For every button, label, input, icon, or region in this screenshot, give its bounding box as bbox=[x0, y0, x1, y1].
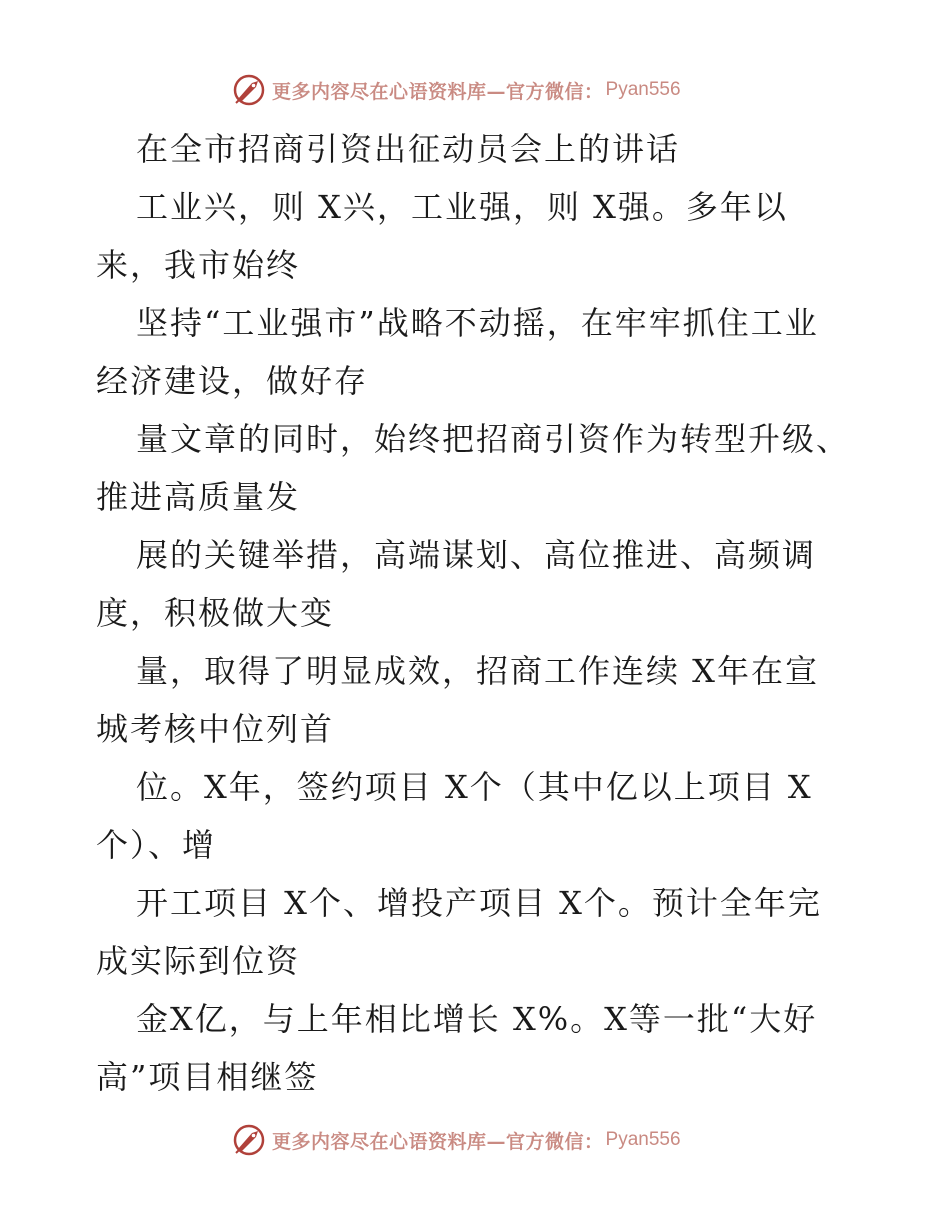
paragraph-line: 金X亿，与上年相比增长 X%。X等一批“大好 bbox=[136, 1000, 818, 1038]
paragraph-line: 来，我市始终 bbox=[96, 246, 301, 284]
footer-banner bbox=[232, 1122, 681, 1158]
paragraph-line: 度，积极做大变 bbox=[96, 594, 335, 632]
paragraph-line: 推进高质量发 bbox=[96, 478, 301, 516]
document-title: 在全市招商引资出征动员会上的讲话 bbox=[136, 130, 681, 168]
paragraph-line: 经济建设，做好存 bbox=[96, 362, 369, 400]
wechat-id: Pyan556 bbox=[605, 79, 681, 100]
pen-nib-logo-icon bbox=[232, 1123, 266, 1157]
paragraph-line: 成实际到位资 bbox=[96, 942, 301, 980]
paragraph-line: 坚持“工业强市”战略不动摇，在牢牢抓住工业 bbox=[136, 304, 819, 342]
paragraph-line: 工业兴，则 X兴，工业强，则 X强。多年以 bbox=[136, 188, 788, 226]
paragraph-line: 个）、增 bbox=[96, 826, 217, 864]
paragraph-line: 量，取得了明显成效，招商工作连续 X年在宣 bbox=[136, 652, 819, 690]
paragraph-line: 量文章的同时，始终把招商引资作为转型升级、 bbox=[136, 420, 851, 458]
paragraph-line: 开工项目 X个、增投产项目 X个。预计全年完 bbox=[136, 884, 822, 922]
document-body bbox=[96, 120, 896, 1106]
header-banner bbox=[232, 72, 681, 108]
paragraph-line: 展的关键举措，高端谋划、高位推进、高频调 bbox=[136, 536, 817, 574]
pen-nib-logo-icon bbox=[232, 73, 266, 107]
paragraph-line: 城考核中位列首 bbox=[96, 710, 335, 748]
wechat-id: Pyan556 bbox=[605, 1129, 681, 1150]
paragraph-line: 高”项目相继签 bbox=[96, 1058, 319, 1096]
banner-text: 更多内容尽在心语资料库—官方微信： bbox=[272, 80, 604, 103]
paragraph-line: 位。X年，签约项目 X个（其中亿以上项目 X bbox=[136, 768, 813, 806]
banner-text: 更多内容尽在心语资料库—官方微信： bbox=[272, 1130, 604, 1153]
